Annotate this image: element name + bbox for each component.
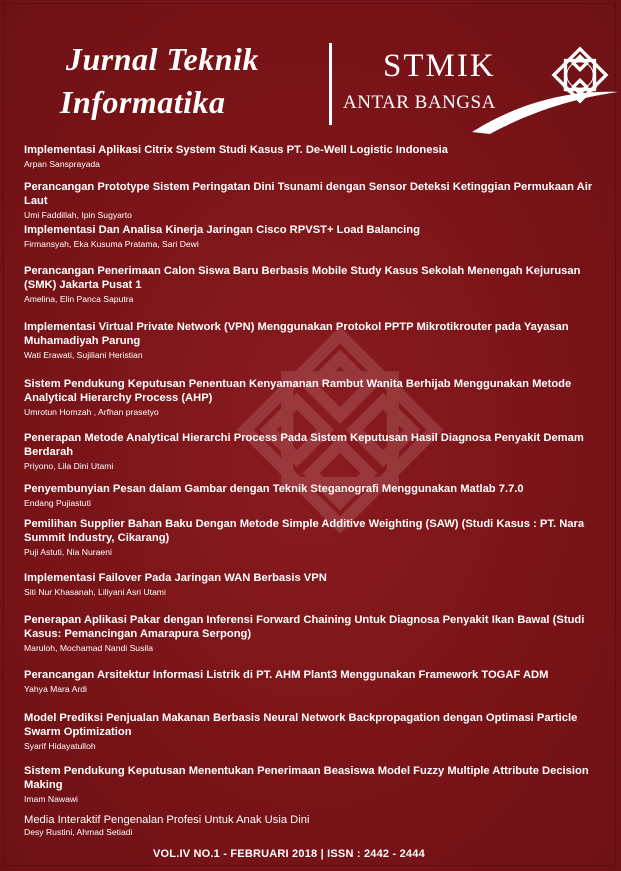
article-authors: Maruloh, Mochamad Nandi Susila — [24, 643, 153, 653]
article-title: Model Prediksi Penjualan Makanan Berbasis Neural Network Backpropagation dengan Optimasi Particle Swarm Optimization — [24, 712, 578, 738]
article-entry — [24, 517, 611, 558]
article-entry — [24, 482, 611, 509]
article-authors: Firmansyah, Eka Kusuma Pratama, Sari Dewi — [24, 239, 199, 249]
article-authors: Siti Nur Khasanah, Liliyani Asri Utami — [24, 587, 166, 597]
article-entry — [24, 143, 611, 170]
article-title: Implementasi Virtual Private Network (VPN) Menggunakan Protokol PPTP Mikrotikrouter pada Yayasan Muhamadiyah Parung — [24, 321, 569, 347]
article-authors: Amelina, Elin Panca Saputra — [24, 294, 134, 304]
article-authors: Imam Nawawi — [24, 794, 78, 804]
article-entry — [24, 764, 611, 805]
volume-issn-footer: VOL.IV NO.1 - FEBRUARI 2018 | ISSN : 2442 - 2444 — [153, 848, 425, 860]
article-authors: Endang Pujiastuti — [24, 498, 91, 508]
article-entry — [24, 613, 611, 654]
article-title: Perancangan Penerimaan Calon Siswa Baru Berbasis Mobile Study Kasus Sekolah Menengah Kejurusan (SMK) Jakarta Pusat 1 — [24, 265, 581, 291]
article-title: Implementasi Failover Pada Jaringan WAN Berbasis VPN — [24, 572, 327, 584]
article-title: Perancangan Arsitektur Informasi Listrik di PT. AHM Plant3 Menggunakan Framework TOGAF ADM — [24, 669, 549, 681]
article-entry — [24, 223, 611, 250]
article-title: Penerapan Aplikasi Pakar dengan Inferensi Forward Chaining Untuk Diagnosa Penyakit Ikan Bawal (Studi Kasus: Pemancingan Amarapura Serpong) — [24, 614, 585, 640]
article-authors: Priyono, Lila Dini Utami — [24, 461, 114, 471]
journal-title-line1: Jurnal Teknik — [66, 41, 259, 77]
institution-name: STMIK — [383, 48, 496, 84]
article-title: Sistem Pendukung Keputusan Menentukan Penerimaan Beasiswa Model Fuzzy Multiple Attribute Decision Making — [24, 765, 589, 791]
logo-ring-text: NUSA PUTRA PUTRI BA — [560, 82, 600, 98]
article-entry — [24, 711, 611, 752]
article-title: Sistem Pendukung Keputusan Penentuan Kenyamanan Rambut Wanita Berhijab Menggunakan Metode Analytical Hierarchy Process (AHP) — [24, 378, 572, 404]
article-entry — [24, 180, 611, 221]
article-entry — [24, 264, 611, 305]
article-title: Pemilihan Supplier Bahan Baku Dengan Metode Simple Additive Weighting (SAW) (Studi Kasus : PT. Nara Summit Industry, Cikarang) — [24, 518, 585, 544]
article-authors: Desy Rustini, Ahmad Setiadi — [24, 827, 133, 837]
article-entry — [24, 668, 611, 695]
article-entry — [24, 377, 611, 418]
article-authors: Puji Astuti, Nia Nuraeni — [24, 547, 112, 557]
article-authors: Umrotun Homzah , Arfhan prasetyo — [24, 407, 159, 417]
article-authors: Arpan Sansprayada — [24, 159, 100, 169]
institution-logo-icon — [547, 42, 613, 108]
article-authors: Yahya Mara Ardi — [24, 684, 87, 694]
article-authors: Umi Faddillah, Ipin Sugyarto — [24, 210, 132, 220]
article-title: Penerapan Metode Analytical Hierarchi Process Pada Sistem Keputusan Hasil Diagnosa Penyakit Demam Berdarah — [24, 432, 584, 458]
article-title: Media Interaktif Pengenalan Profesi Untuk Anak Usia Dini — [24, 814, 310, 826]
institution-subname: ANTAR BANGSA — [343, 92, 496, 113]
article-title: Implementasi Aplikasi Citrix System Studi Kasus PT. De-Well Logistic Indonesia — [24, 144, 448, 156]
header-divider — [329, 43, 332, 125]
article-authors: Syarif Hidayatulloh — [24, 741, 96, 751]
journal-title-line2: Informatika — [60, 84, 226, 120]
article-title: Perancangan Prototype Sistem Peringatan Dini Tsunami dengan Sensor Deteksi Ketinggian Permukaan Air Laut — [24, 181, 593, 207]
article-entry — [24, 431, 611, 472]
article-entry — [24, 320, 611, 361]
article-entry — [24, 571, 611, 598]
article-authors: Wati Erawati, Sujiliani Heristian — [24, 350, 143, 360]
article-entry — [24, 813, 611, 838]
article-title: Penyembunyian Pesan dalam Gambar dengan Teknik Steganografi Menggunakan Matlab 7.7.0 — [24, 483, 524, 495]
article-title: Implementasi Dan Analisa Kinerja Jaringan Cisco RPVST+ Load Balancing — [24, 224, 420, 236]
